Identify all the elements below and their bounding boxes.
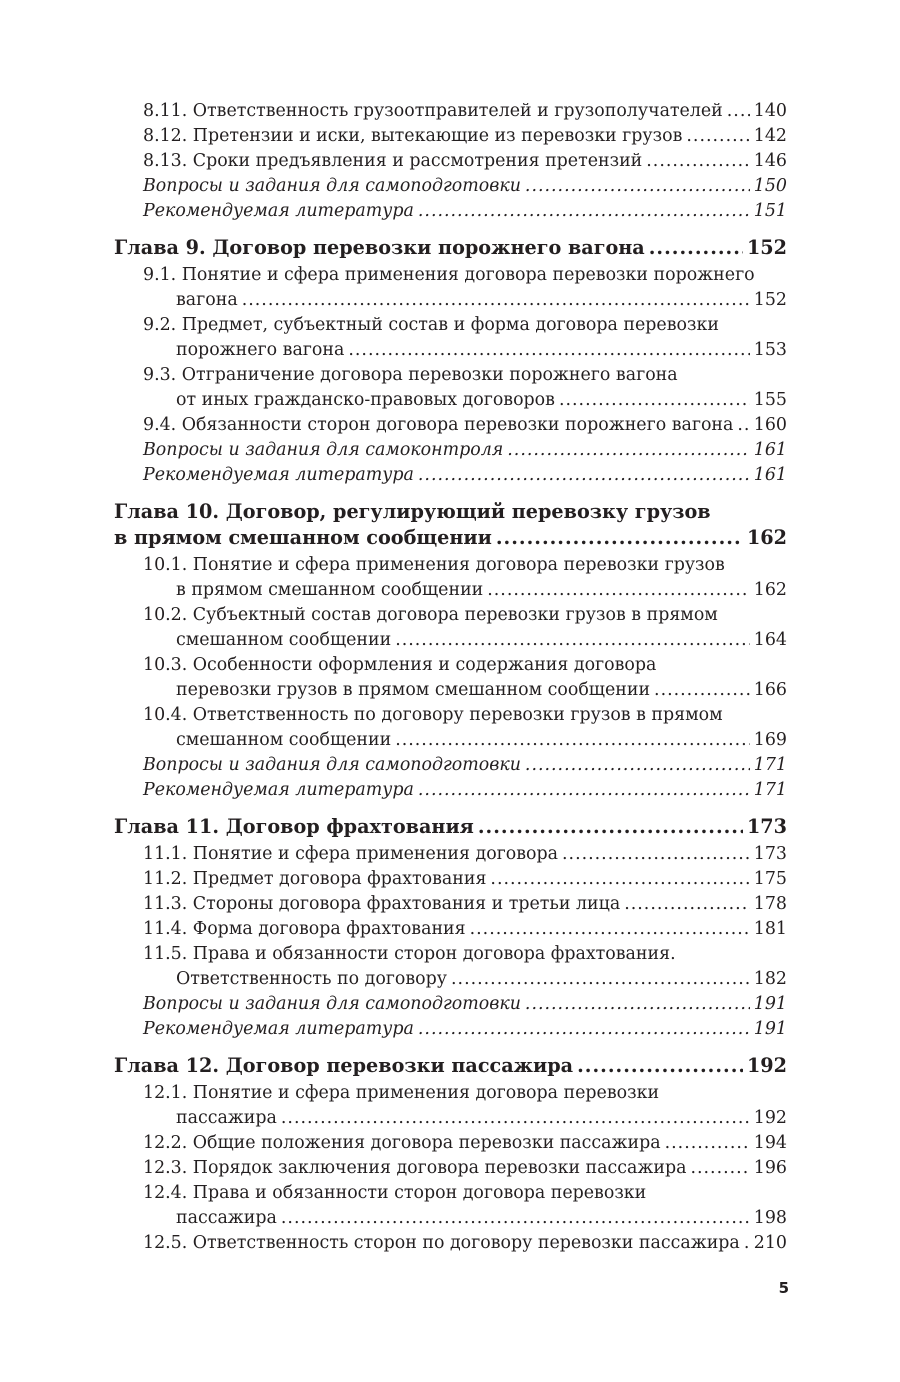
toc-entry-12-2: 12.2. Общие положения договора перевозки пассажира ..... 194 xyxy=(114,1131,787,1156)
toc-entry-11-literature: Рекомендуемая литература ..... 191 xyxy=(114,1017,787,1042)
leader-dots xyxy=(281,1106,750,1131)
leader-dots xyxy=(649,235,743,261)
toc-entry-12-5: 12.5. Ответственность сторон по договору перевозки пассажира ..... 210 xyxy=(114,1231,787,1256)
leader-dots xyxy=(451,967,750,992)
toc-entry-8-literature: Рекомендуемая литература ..... 151 xyxy=(114,199,787,224)
toc-entry-11-5: 11.5. Права и обязанности сторон договора фрахтования. Ответственность по договору ..... 182 xyxy=(114,942,787,992)
toc-entry-12-3: 12.3. Порядок заключения договора перевозки пассажира ..... 196 xyxy=(114,1156,787,1181)
leader-dots xyxy=(418,778,750,803)
leader-dots xyxy=(577,1053,743,1079)
toc-chapter-9: Глава 9. Договор перевозки порожнего вагона ..... 152 xyxy=(114,235,787,261)
leader-dots xyxy=(727,99,750,124)
leader-dots xyxy=(654,678,750,703)
leader-dots xyxy=(242,288,750,313)
toc-entry-9-3: 9.3. Отграничение договора перевозки порожнего вагона от иных гражданско-правовых договоров ..... 155 xyxy=(114,363,787,413)
toc-entry-10-1: 10.1. Понятие и сфера применения договора перевозки грузов в прямом смешанном сообщении ..... 162 xyxy=(114,553,787,603)
toc-chapter-12: Глава 12. Договор перевозки пассажира ..... 192 xyxy=(114,1053,787,1079)
leader-dots xyxy=(562,842,750,867)
leader-dots xyxy=(395,628,750,653)
toc-entry-9-literature: Рекомендуемая литература ..... 161 xyxy=(114,463,787,488)
toc-entry-8-13: 8.13. Сроки предъявления и рассмотрения претензий ..... 146 xyxy=(114,149,787,174)
leader-dots xyxy=(525,174,750,199)
toc-entry-11-3: 11.3. Стороны договора фрахтования и третьи лица ..... 178 xyxy=(114,892,787,917)
leader-dots xyxy=(418,1017,750,1042)
leader-dots xyxy=(418,463,750,488)
leader-dots xyxy=(348,338,749,363)
leader-dots xyxy=(665,1131,750,1156)
leader-dots xyxy=(487,578,750,603)
toc-entry-10-2: 10.2. Субъектный состав договора перевозки грузов в прямом смешанном сообщении ..... 164 xyxy=(114,603,787,653)
leader-dots xyxy=(281,1206,750,1231)
leader-dots xyxy=(737,413,749,438)
toc-entry-12-4: 12.4. Права и обязанности сторон договора перевозки пассажира ..... 198 xyxy=(114,1181,787,1231)
toc-entry-10-3: 10.3. Особенности оформления и содержания договора перевозки грузов в прямом смешанном сообщении ..... 166 xyxy=(114,653,787,703)
toc-entry-8-11: 8.11. Ответственность грузоотправителей и грузополучателей ..... 140 xyxy=(114,99,787,124)
leader-dots xyxy=(690,1156,749,1181)
toc-chapter-10: Глава 10. Договор, регулирующий перевозку грузов в прямом смешанном сообщении ..... 162 xyxy=(114,499,787,551)
leader-dots xyxy=(490,867,749,892)
toc-entry-11-2: 11.2. Предмет договора фрахтования ..... 175 xyxy=(114,867,787,892)
toc-entry-9-1: 9.1. Понятие и сфера применения договора перевозки порожнего вагона ..... 152 xyxy=(114,263,787,313)
leader-dots xyxy=(525,753,750,778)
leader-dots xyxy=(624,892,750,917)
toc-entry-8-questions: Вопросы и задания для самоподготовки ..... 150 xyxy=(114,174,787,199)
leader-dots xyxy=(744,1231,750,1256)
toc-entry-10-literature: Рекомендуемая литература ..... 171 xyxy=(114,778,787,803)
toc-entry-8-12: 8.12. Претензии и иски, вытекающие из перевозки грузов ..... 142 xyxy=(114,124,787,149)
toc-entry-10-questions: Вопросы и задания для самоподготовки ..... 171 xyxy=(114,753,787,778)
table-of-contents xyxy=(114,99,787,1256)
toc-entry-9-4: 9.4. Обязанности сторон договора перевозки порожнего вагона ..... 160 xyxy=(114,413,787,438)
leader-dots xyxy=(559,388,750,413)
leader-dots xyxy=(470,917,750,942)
page-number: 5 xyxy=(778,1279,789,1297)
toc-entry-10-4: 10.4. Ответственность по договору перевозки грузов в прямом смешанном сообщении ..... 169 xyxy=(114,703,787,753)
toc-entry-11-questions: Вопросы и задания для самоподготовки ..... 191 xyxy=(114,992,787,1017)
leader-dots xyxy=(507,438,750,463)
leader-dots xyxy=(686,124,749,149)
leader-dots xyxy=(525,992,750,1017)
leader-dots xyxy=(478,814,743,840)
toc-entry-11-4: 11.4. Форма договора фрахтования ..... 181 xyxy=(114,917,787,942)
leader-dots xyxy=(395,728,750,753)
toc-entry-9-2: 9.2. Предмет, субъектный состав и форма договора перевозки порожнего вагона ..... 153 xyxy=(114,313,787,363)
leader-dots xyxy=(418,199,750,224)
leader-dots xyxy=(646,149,750,174)
toc-entry-11-1: 11.1. Понятие и сфера применения договора ..... 173 xyxy=(114,842,787,867)
toc-entry-12-1: 12.1. Понятие и сфера применения договора перевозки пассажира ..... 192 xyxy=(114,1081,787,1131)
toc-chapter-11: Глава 11. Договор фрахтования ..... 173 xyxy=(114,814,787,840)
leader-dots xyxy=(496,525,743,551)
toc-entry-9-questions: Вопросы и задания для самоконтроля ..... 161 xyxy=(114,438,787,463)
